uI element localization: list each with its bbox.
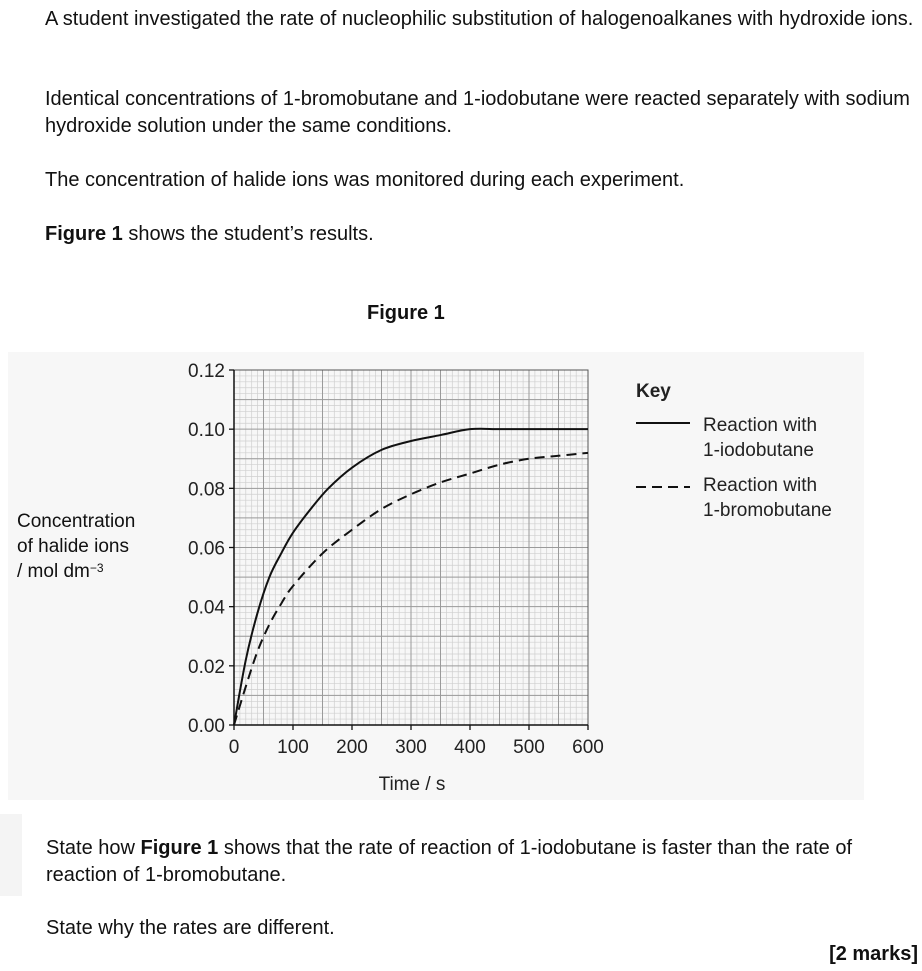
y-tick-label: 0.00 — [188, 716, 225, 737]
y-tick-label: 0.02 — [188, 656, 225, 678]
legend-iodobutane-line-2: 1-iodobutane — [703, 440, 814, 461]
question-figure-reference: Figure 1 — [140, 837, 219, 859]
intro-paragraph-3: The concentration of halide ions was monitored during each experiment. — [45, 169, 685, 191]
x-tick-label: 0 — [228, 737, 240, 758]
legend-bromobutane-line-2: 1-bromobutane — [703, 500, 832, 521]
legend-title: Key — [636, 381, 671, 402]
question-1-end: shows that the rate of reaction of 1-iodobutane is faster than the rate of reaction of 1-bromobutane. — [46, 837, 853, 886]
figure-reference: Figure 1 — [45, 223, 123, 245]
x-tick-label: 500 — [513, 737, 545, 758]
x-tick-label: 200 — [336, 737, 368, 758]
marks-label: [2 marks] — [829, 943, 918, 965]
intro-paragraph-2: Identical concentrations of 1-bromobutane and 1-iodobutane were reacted separately with sodium hydroxide solution under the same conditions. — [45, 88, 910, 137]
x-tick-label: 100 — [277, 737, 309, 758]
x-axis-label: Time / s — [378, 774, 446, 795]
question-1-start: State how — [46, 837, 141, 859]
intro-paragraph-1: A student investigated the rate of nucleophilic substitution of halogenoalkanes with hydroxide ions. — [45, 8, 914, 30]
y-tick-label: 0.12 — [188, 361, 225, 382]
figure-title: Figure 1 — [367, 302, 445, 324]
legend-bromobutane-line-1: Reaction with — [703, 475, 818, 496]
question-margin-shade — [0, 814, 22, 896]
x-tick-label: 300 — [395, 737, 427, 758]
x-tick-label: 600 — [572, 737, 604, 758]
legend-iodobutane-line-1: Reaction with — [703, 415, 818, 436]
y-axis-unit-exponent: −3 — [89, 561, 104, 575]
question-paragraph-2: State why the rates are different. — [46, 917, 335, 939]
y-axis-unit: / mol dm — [17, 561, 90, 582]
question-paragraph-1 — [46, 835, 916, 889]
y-tick-label: 0.04 — [188, 597, 225, 619]
intro-paragraph-4-text: shows the student’s results. — [122, 223, 374, 245]
y-tick-label: 0.10 — [188, 420, 225, 442]
y-tick-label: 0.06 — [188, 538, 225, 560]
x-tick-label: 400 — [454, 737, 486, 758]
y-axis-label-line-2: of halide ions — [17, 536, 129, 557]
y-tick-label: 0.08 — [188, 479, 225, 501]
y-axis-label-line-1: Concentration — [17, 511, 136, 532]
legend — [636, 381, 832, 521]
